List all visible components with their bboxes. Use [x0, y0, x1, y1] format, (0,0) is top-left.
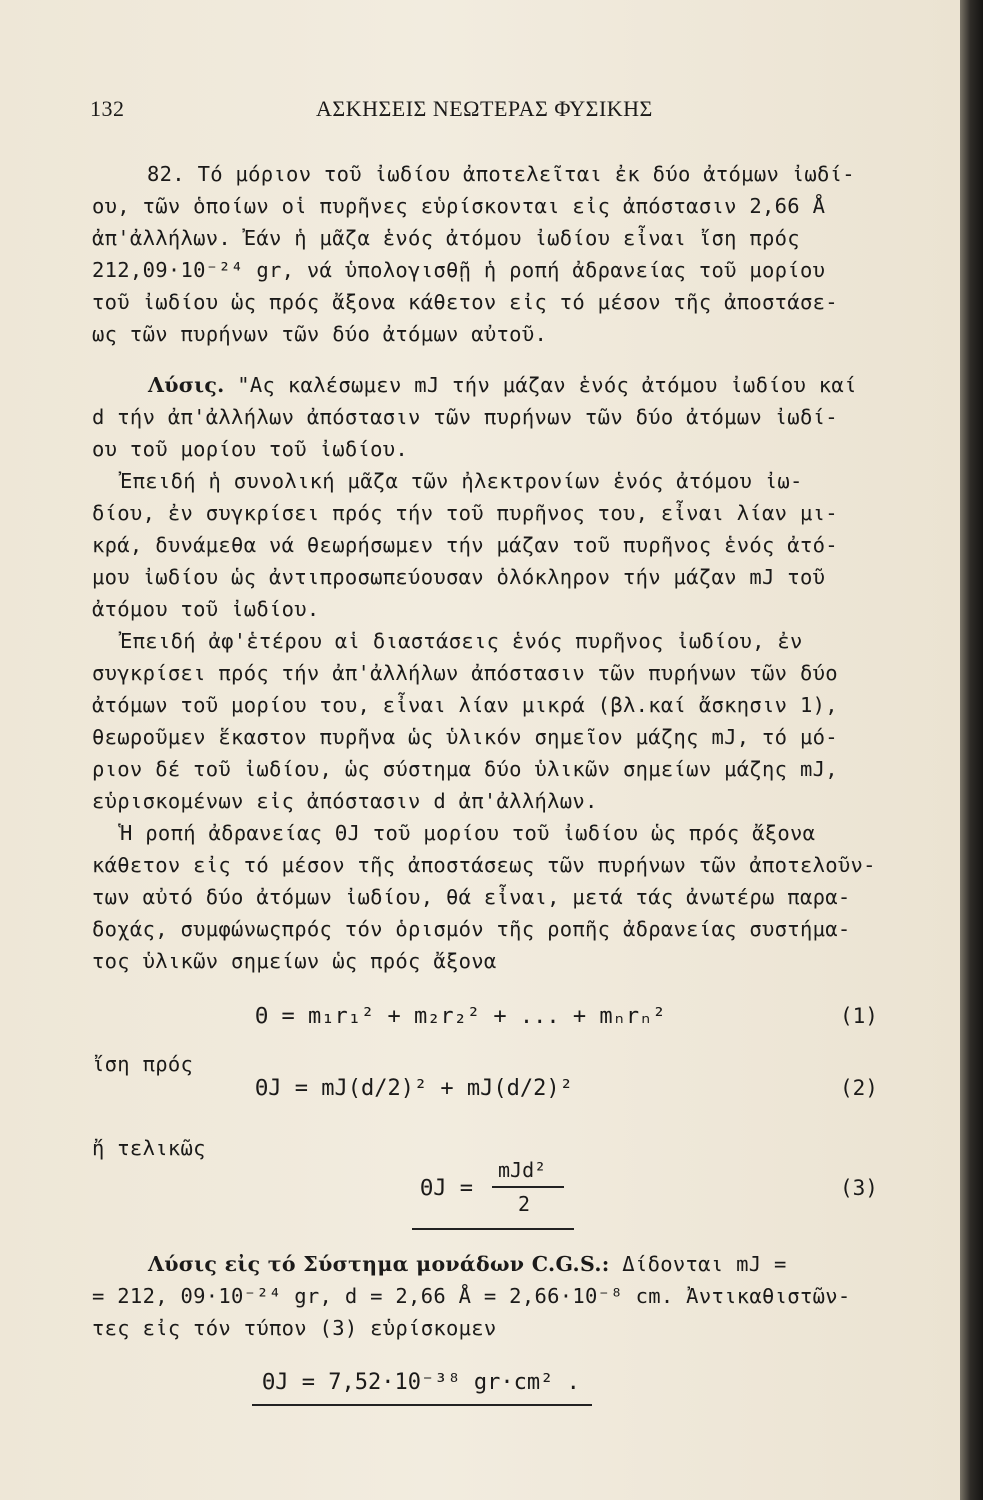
cgs-line: = 212, 09·10⁻²⁴ gr, d = 2,66 Å = 2,66·10⁻⁸ cm. Ἀντικαθιστῶν- — [92, 1284, 851, 1308]
equation-3-lhs: ΘJ = — [420, 1176, 473, 1201]
final-result: ΘJ = 7,52·10⁻³⁸ gr·cm² . — [262, 1370, 580, 1395]
equation-3-prefix: ἤ τελικῶς — [92, 1136, 206, 1160]
solution-line: θεωροῦμεν ἕκαστον πυρῆνα ὡς ὑλικόν σημεῖον μάζης mJ, τό μό- — [92, 725, 838, 749]
problem-line: ἀπ'ἀλλήλων. Ἐάν ἡ μᾶζα ἑνός ἀτόμου ἰωδίου εἶναι ἴση πρός — [92, 226, 800, 250]
solution-line: d τήν ἀπ'ἀλλήλων ἀπόστασιν τῶν πυρήνων τῶν δύο ἀτόμων ἰωδί- — [92, 405, 838, 429]
solution-line: ου τοῦ μορίου τοῦ ἰωδίου. — [92, 437, 409, 461]
cgs-label: Λύσις εἰς τό Σύστημα μονάδων C.G.S.: — [148, 1252, 610, 1276]
solution-line: των αὐτό δύο ἀτόμων ἰωδίου, θά εἶναι, μετά τάς ἀνωτέρω παρα- — [92, 885, 851, 909]
problem-line: 82. Τό μόριον τοῦ ἰωδίου ἀποτελεῖται ἐκ δύο ἀτόμων ἰωδί- — [147, 162, 855, 186]
cgs-first-line — [148, 1252, 787, 1276]
solution-line: τος ὑλικῶν σημείων ὡς πρός ἄξονα — [92, 949, 497, 973]
equation-2-prefix: ἴση πρός — [92, 1052, 194, 1076]
equation-1-number: (1) — [840, 1004, 878, 1028]
equation-2-number: (2) — [840, 1076, 878, 1100]
solution-line: κρά, δυνάμεθα νά θεωρήσωμεν τήν μάζαν τοῦ πυρῆνος ἑνός ἀτό- — [92, 533, 838, 557]
solution-line: κάθετον εἰς τό μέσον τῆς ἀποστάσεως τῶν πυρήνων τῶν ἀποτελοῦν- — [92, 853, 876, 877]
equation-3-number: (3) — [840, 1176, 878, 1200]
solution-line: "Ας καλέσωμεν mJ τήν μάζαν ἑνός ἀτόμου ἰωδίου καί — [237, 373, 857, 397]
solution-line: Ἡ ροπή ἀδρανείας ΘJ τοῦ μορίου τοῦ ἰωδίου ὡς πρός ἄξονα — [120, 821, 816, 845]
solution-line: δοχάς, συμφώνωςπρός τόν ὁρισμόν τῆς ροπῆς ἀδρανείας συστήμα- — [92, 917, 851, 941]
running-title: ΑΣΚΗΣΕΙΣ ΝΕΩΤΕΡΑΣ ΦΥΣΙΚΗΣ — [316, 96, 653, 121]
book-spine-shadow — [960, 0, 983, 1500]
equation-1: Θ = m₁r₁² + m₂r₂² + ... + mₙrₙ² — [255, 1004, 666, 1029]
solution-label: Λύσις. — [148, 373, 225, 397]
solution-line: συγκρίσει πρός τήν ἀπ'ἀλλήλων ἀπόστασιν τῶν πυρήνων τῶν δύο — [92, 661, 838, 685]
solution-line: ἀτόμων τοῦ μορίου του, εἶναι λίαν μικρά (βλ.καί ἄσκησιν 1), — [92, 693, 838, 717]
equation-3-numerator: mJd² — [498, 1158, 547, 1182]
solution-first-line — [148, 373, 857, 397]
solution-line: Ἐπειδή ἡ συνολική μᾶζα τῶν ἠλεκτρονίων ἑνός ἀτόμου ἰω- — [120, 469, 803, 493]
fraction-bar — [492, 1186, 564, 1188]
solution-line: ἀτόμου τοῦ ἰωδίου. — [92, 597, 320, 621]
problem-line: ως τῶν πυρήνων τῶν δύο ἀτόμων αὐτοῦ. — [92, 322, 548, 346]
cgs-line: τες εἰς τόν τύπον (3) εὑρίσκομεν — [92, 1316, 497, 1340]
page-number: 132 — [90, 96, 125, 121]
underline-rule — [412, 1228, 574, 1230]
equation-3-denominator: 2 — [518, 1192, 531, 1216]
solution-line: εὑρισκομένων εἰς ἀπόστασιν d ἀπ'ἀλλήλων. — [92, 789, 598, 813]
solution-line: δίου, ἐν συγκρίσει πρός τήν τοῦ πυρῆνος του, εἶναι λίαν μι- — [92, 501, 838, 525]
problem-line: ου, τῶν ὁποίων οἱ πυρῆνες εὑρίσκονται εἰς ἀπόστασιν 2,66 Å — [92, 194, 826, 218]
problem-line: τοῦ ἰωδίου ὡς πρός ἄξονα κάθετον εἰς τό μέσον τῆς ἀποστάσε- — [92, 290, 838, 314]
equation-2: ΘJ = mJ(d/2)² + mJ(d/2)² — [255, 1076, 573, 1101]
solution-line: Ἐπειδή ἀφ'ἑτέρου αἱ διαστάσεις ἑνός πυρῆνος ἰωδίου, ἐν — [120, 629, 803, 653]
solution-line: ριον δέ τοῦ ἰωδίου, ὡς σύστημα δύο ὑλικῶν σημείων μάζης mJ, — [92, 757, 838, 781]
result-underline — [252, 1404, 592, 1406]
solution-line: μου ἰωδίου ὡς ἀντιπροσωπεύουσαν ὁλόκληρον τήν μάζαν mJ τοῦ — [92, 565, 826, 589]
problem-line: 212,09·10⁻²⁴ gr, νά ὑπολογισθῇ ἡ ροπή ἀδρανείας τοῦ μορίου — [92, 258, 826, 282]
cgs-text: Δίδονται mJ = — [609, 1252, 787, 1276]
